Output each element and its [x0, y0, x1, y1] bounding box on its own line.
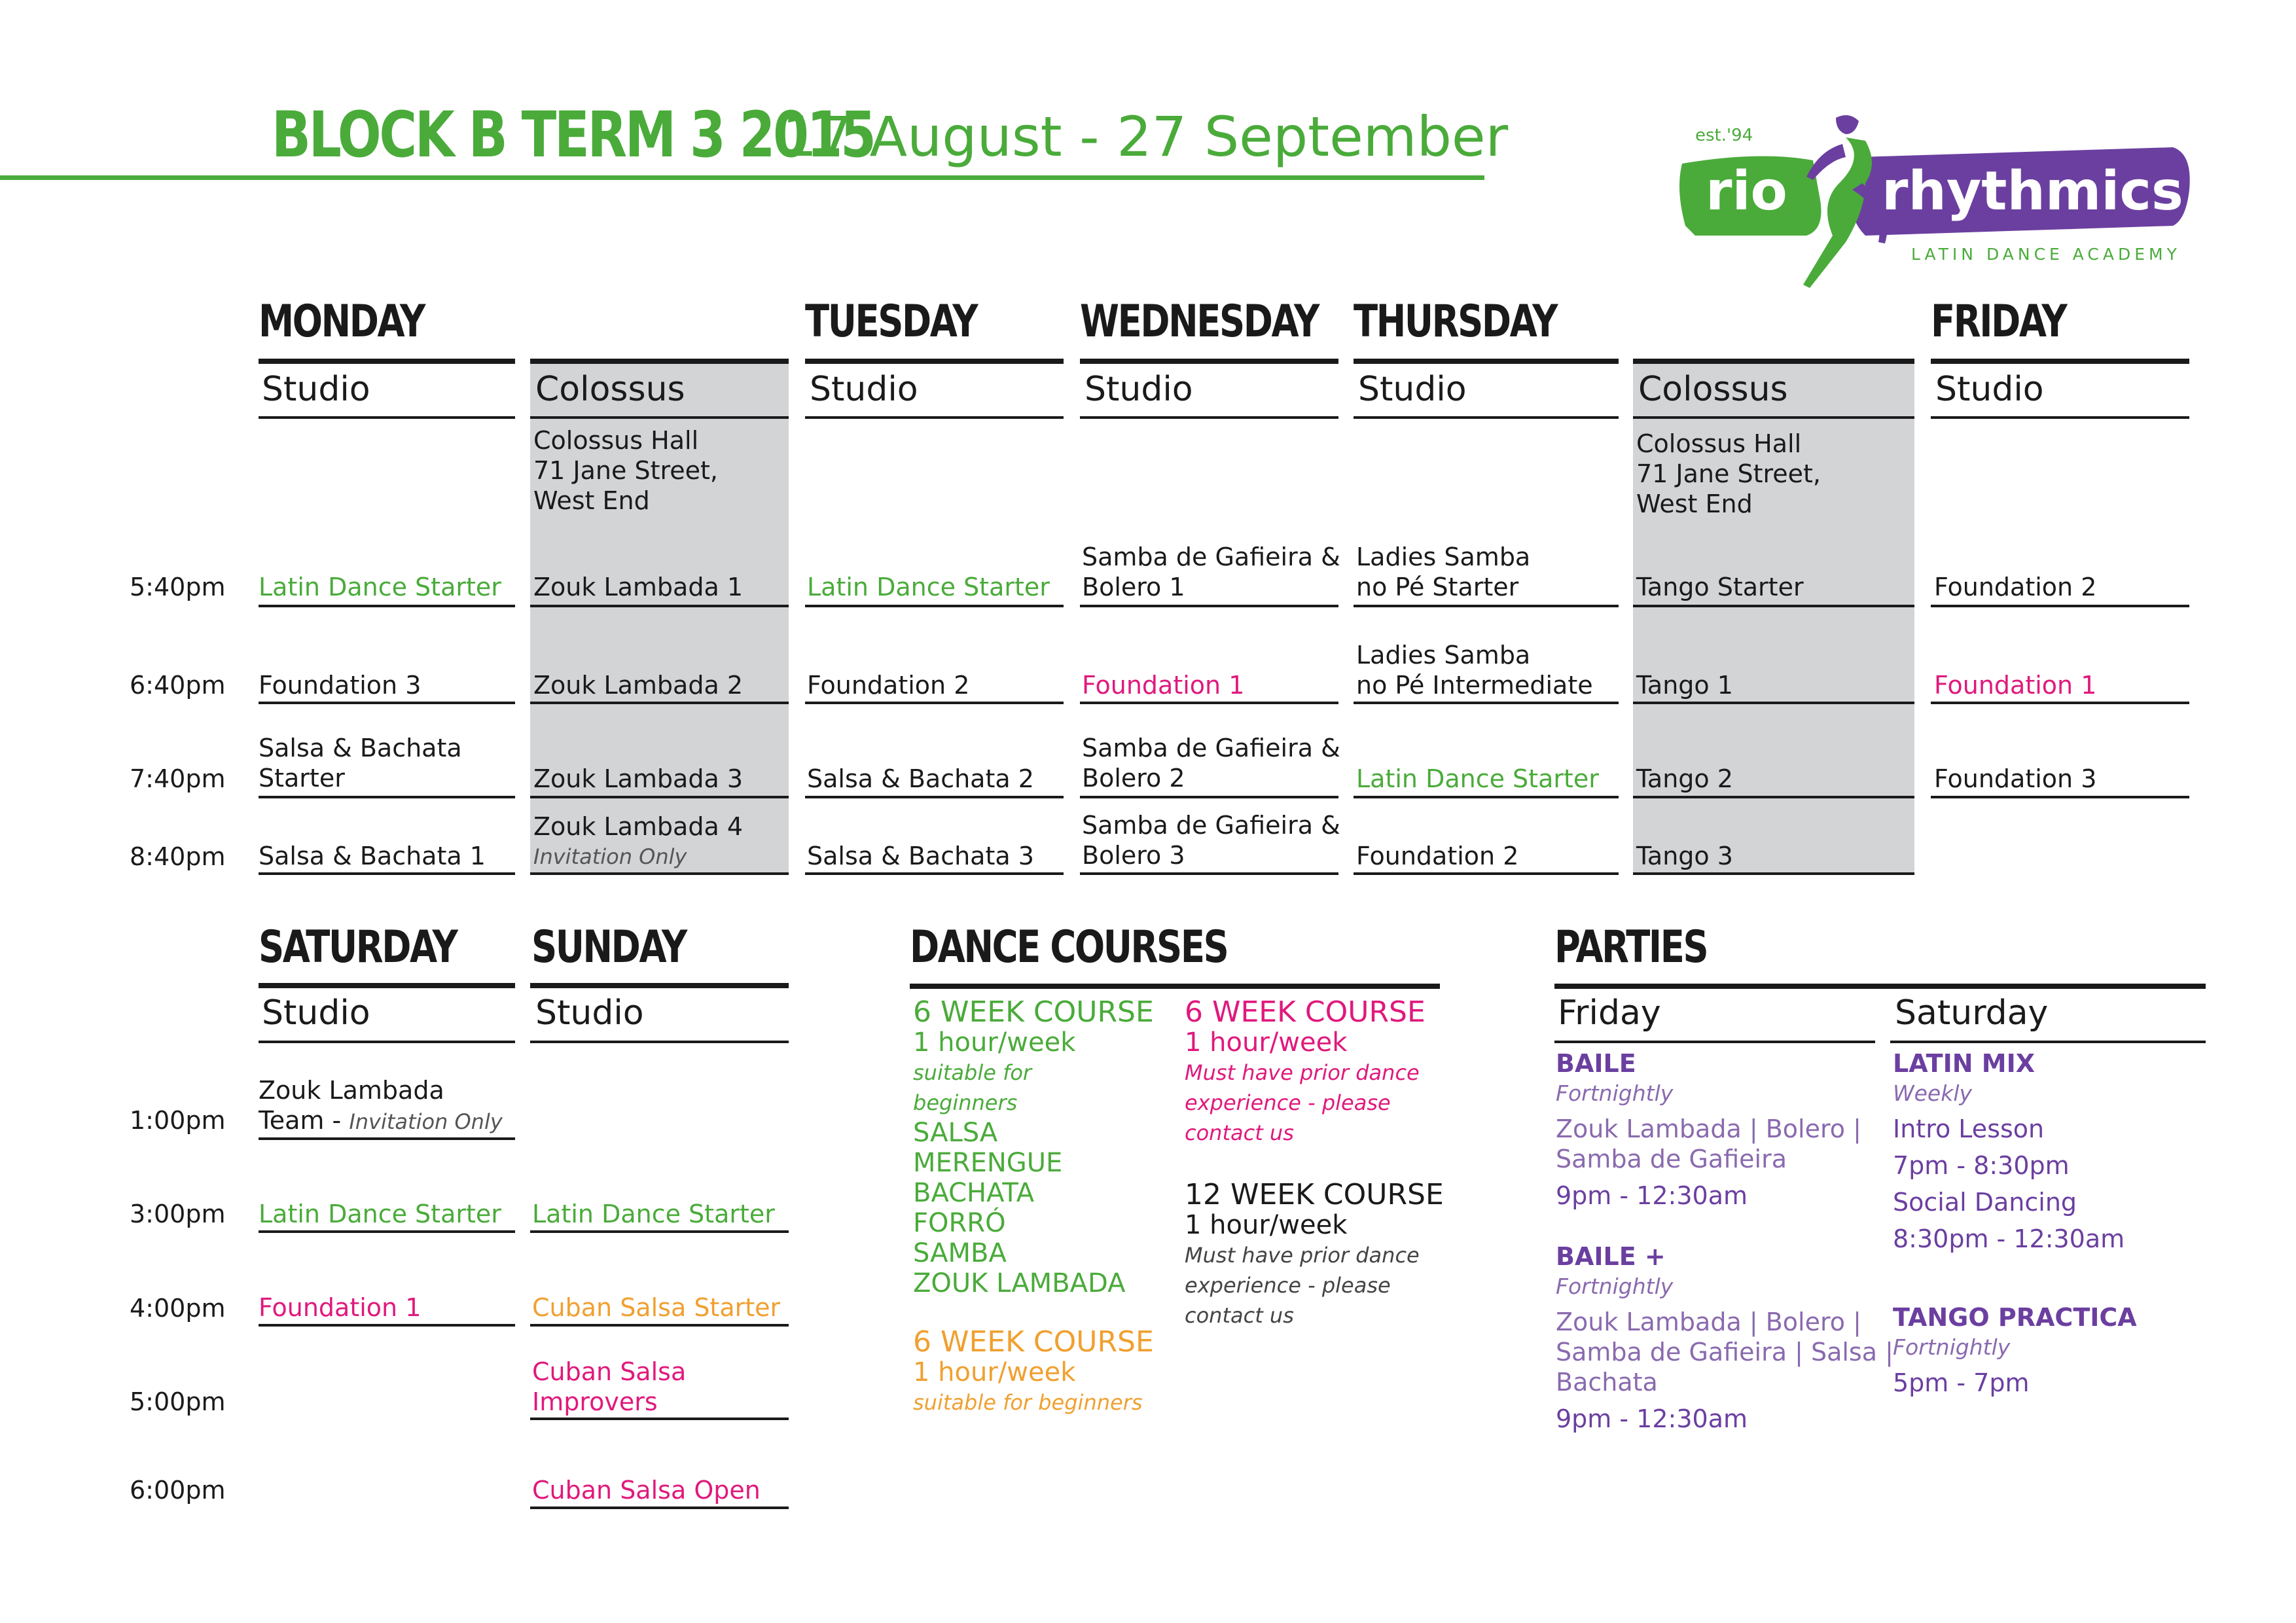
- sub-rule: [1080, 416, 1338, 419]
- logo-tagline: LATIN DANCE ACADEMY: [1911, 245, 2181, 264]
- term-title: BLOCK B TERM 3 2015: [272, 98, 874, 171]
- col-tue-studio: Studio: [810, 370, 918, 409]
- header-rule: [0, 175, 1484, 180]
- class-sun-2: Cuban Salsa Starter: [532, 1293, 781, 1322]
- time-label: 6:40pm: [130, 671, 226, 700]
- time-label: 5:00pm: [130, 1387, 226, 1416]
- sub-rule: [1354, 416, 1619, 419]
- class-sun-4: Cuban Salsa Open: [532, 1476, 761, 1505]
- class-sat-3: Foundation 1: [259, 1293, 422, 1322]
- row-rule: [1080, 605, 1338, 607]
- sub-rule: [259, 1041, 515, 1043]
- row-rule: [259, 702, 515, 704]
- row-rule: [805, 702, 1064, 704]
- rule-mon-colossus: [530, 359, 789, 364]
- row-rule: [1354, 796, 1619, 798]
- rule-mon-studio: [259, 359, 515, 364]
- col-mon-studio: Studio: [262, 370, 370, 409]
- term-dates: 17 August - 27 September: [782, 105, 1509, 169]
- row-rule: [259, 1324, 515, 1327]
- class-thu-studio-4: Foundation 2: [1356, 842, 1519, 870]
- day-monday: MONDAY: [259, 296, 424, 348]
- row-rule: [1354, 702, 1619, 704]
- sub-rule: [1890, 1041, 2206, 1043]
- day-wednesday: WEDNESDAY: [1080, 296, 1319, 348]
- class-fri-2: Foundation 1: [1934, 671, 2097, 700]
- col-thu-colossus: Colossus: [1638, 370, 1788, 409]
- row-rule: [805, 605, 1064, 607]
- rule-tue: [805, 359, 1064, 364]
- day-saturday: SATURDAY: [259, 921, 457, 973]
- col-sat-studio: Studio: [262, 993, 370, 1033]
- class-wed-1: Samba de Gafieira & Bolero 1: [1082, 543, 1340, 601]
- class-mon-studio-3: Salsa & Bachata Starter: [259, 734, 462, 793]
- rule-courses: [910, 984, 1440, 989]
- rule-thu-colossus: [1633, 359, 1914, 364]
- time-label: 8:40pm: [130, 842, 226, 871]
- row-rule: [1633, 796, 1914, 798]
- class-sun-3: Cuban Salsa Improvers: [532, 1357, 687, 1416]
- day-thursday: THURSDAY: [1354, 296, 1557, 348]
- time-label: 4:00pm: [130, 1294, 226, 1323]
- class-mon-studio-2: Foundation 3: [259, 671, 422, 700]
- sub-rule: [1633, 416, 1914, 419]
- row-rule: [1080, 872, 1338, 875]
- class-fri-1: Foundation 2: [1934, 573, 2097, 601]
- row-rule: [259, 872, 515, 875]
- time-label: 3:00pm: [130, 1200, 226, 1228]
- rule-wed: [1080, 359, 1338, 364]
- class-thu-colossus-4: Tango 3: [1636, 842, 1733, 870]
- rule-sat: [259, 983, 515, 988]
- party-tango-practica: TANGO PRACTICA Fortnightly 5pm - 7pm: [1893, 1303, 2137, 1397]
- class-tue-4: Salsa & Bachata 3: [807, 842, 1034, 870]
- col-friday: Friday: [1558, 993, 1661, 1033]
- section-parties: PARTIES: [1554, 921, 1708, 973]
- row-rule: [1931, 702, 2189, 704]
- class-fri-3: Foundation 3: [1934, 764, 2097, 793]
- sub-rule: [530, 416, 789, 419]
- col-fri-studio: Studio: [1935, 370, 2044, 409]
- class-mon-colossus-3: Zouk Lambada 3: [533, 764, 743, 793]
- class-thu-studio-3: Latin Dance Starter: [1356, 764, 1599, 793]
- row-rule: [259, 605, 515, 607]
- col-saturday: Saturday: [1895, 993, 2049, 1033]
- time-label: 7:40pm: [130, 764, 226, 793]
- rule-thu-studio: [1354, 359, 1619, 364]
- rio-rhythmics-logo: [1669, 105, 2225, 294]
- row-rule: [1931, 796, 2189, 798]
- time-label: 6:00pm: [130, 1476, 226, 1505]
- time-label: 5:40pm: [130, 573, 226, 601]
- sub-rule: [1554, 1041, 1875, 1043]
- row-rule: [530, 1324, 789, 1327]
- course-pink: 6 WEEK COURSE 1 hour/week Must have prior dance experience - please contact us: [1185, 995, 1426, 1145]
- party-baile: BAILE Fortnightly Zouk Lambada | Bolero | Samba de Gafieira 9pm - 12:30am: [1556, 1049, 1861, 1210]
- row-rule: [1080, 796, 1338, 798]
- class-tue-2: Foundation 2: [807, 671, 970, 700]
- class-wed-3: Samba de Gafieira & Bolero 2: [1082, 734, 1340, 793]
- row-rule: [1354, 872, 1619, 875]
- class-thu-colossus-3: Tango 2: [1636, 764, 1733, 793]
- logo-rio: rio: [1706, 160, 1787, 223]
- col-sun-studio: Studio: [535, 993, 644, 1033]
- rule-sun: [530, 983, 789, 988]
- row-rule: [1633, 872, 1914, 875]
- sub-rule: [530, 1041, 789, 1043]
- row-rule: [530, 1418, 789, 1420]
- col-mon-colossus: Colossus: [535, 370, 685, 409]
- row-rule: [259, 1230, 515, 1233]
- row-rule: [1931, 605, 2189, 607]
- course-green: 6 WEEK COURSE 1 hour/week suitable for beginners SALSA MERENGUE BACHATA FORRÓ SAMBA ZOUK LAMBADA: [913, 995, 1154, 1298]
- row-rule: [530, 605, 789, 607]
- col-thu-studio: Studio: [1358, 370, 1467, 409]
- class-mon-studio-4: Salsa & Bachata 1: [259, 842, 486, 870]
- course-orange: 6 WEEK COURSE 1 hour/week suitable for beginners: [913, 1325, 1154, 1415]
- class-wed-4: Samba de Gafieira & Bolero 3: [1082, 811, 1340, 870]
- class-mon-colossus-4: Zouk Lambada 4 Invitation Only: [533, 812, 743, 869]
- row-rule: [530, 872, 789, 875]
- sub-rule: [1931, 416, 2189, 419]
- course-twelve-week: 12 WEEK COURSE 1 hour/week Must have prior dance experience - please contact us: [1185, 1178, 1444, 1328]
- class-thu-colossus-2: Tango 1: [1636, 671, 1733, 700]
- row-rule: [259, 796, 515, 798]
- class-mon-studio-1: Latin Dance Starter: [259, 573, 501, 601]
- row-rule: [530, 702, 789, 704]
- row-rule: [530, 796, 789, 798]
- row-rule: [1633, 605, 1914, 607]
- class-wed-2: Foundation 1: [1082, 671, 1245, 700]
- row-rule: [530, 1507, 789, 1509]
- colossus-address-mon: Colossus Hall 71 Jane Street, West End: [533, 426, 719, 515]
- colossus-address-thu: Colossus Hall 71 Jane Street, West End: [1636, 429, 1821, 518]
- row-rule: [1633, 702, 1914, 704]
- day-tuesday: TUESDAY: [805, 296, 977, 348]
- sub-rule: [259, 416, 515, 419]
- sub-rule: [805, 416, 1064, 419]
- logo-est: est.'94: [1695, 126, 1753, 145]
- logo-rhythmics: rhythmics: [1882, 160, 2183, 223]
- class-tue-1: Latin Dance Starter: [807, 573, 1050, 601]
- col-wed-studio: Studio: [1085, 370, 1193, 409]
- class-mon-colossus-2: Zouk Lambada 2: [533, 671, 743, 700]
- row-rule: [805, 796, 1064, 798]
- party-latin-mix: LATIN MIX Weekly Intro Lesson 7pm - 8:30pm Social Dancing 8:30pm - 12:30am: [1893, 1049, 2125, 1253]
- row-rule: [1354, 605, 1619, 607]
- class-sat-2: Latin Dance Starter: [259, 1200, 501, 1228]
- class-sat-zouk-team: Zouk Lambada Team - Invitation Only: [259, 1076, 503, 1135]
- class-mon-colossus-1: Zouk Lambada 1: [533, 573, 743, 601]
- class-tue-3: Salsa & Bachata 2: [807, 764, 1034, 793]
- class-thu-studio-1: Ladies Samba no Pé Starter: [1356, 543, 1531, 601]
- section-dance-courses: DANCE COURSES: [910, 921, 1228, 973]
- row-rule: [259, 1137, 515, 1140]
- rule-fri: [1931, 359, 2189, 364]
- day-sunday: SUNDAY: [531, 921, 686, 973]
- party-baile-plus: BAILE + Fortnightly Zouk Lambada | Bolero | Samba de Gafieira | Salsa | Bachata 9pm - 12:30am: [1556, 1242, 1893, 1433]
- class-thu-studio-2: Ladies Samba no Pé Intermediate: [1356, 641, 1593, 700]
- row-rule: [530, 1230, 789, 1233]
- class-sun-1: Latin Dance Starter: [532, 1200, 775, 1228]
- row-rule: [1080, 702, 1338, 704]
- day-friday: FRIDAY: [1931, 296, 2066, 348]
- time-label: 1:00pm: [130, 1106, 226, 1135]
- rule-parties: [1554, 984, 2206, 989]
- row-rule: [805, 872, 1064, 875]
- class-thu-colossus-1: Tango Starter: [1636, 573, 1804, 601]
